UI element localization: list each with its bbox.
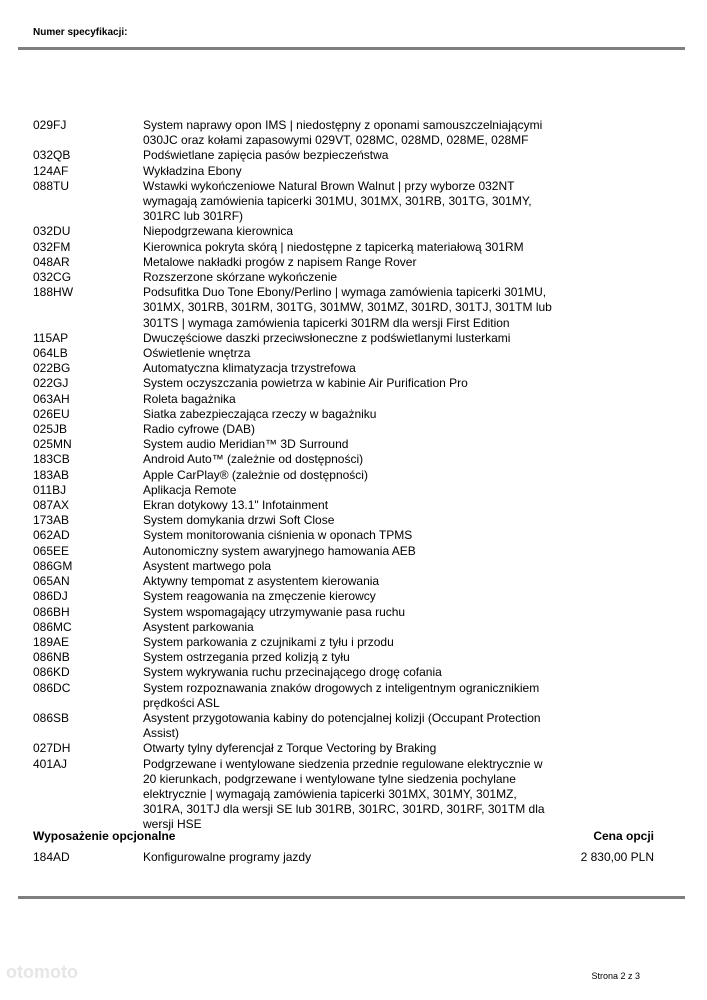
list-item [33,468,673,483]
item-description: Siatka zabezpieczająca rzeczy w bagażniku [143,406,377,421]
page-number: Strona 2 z 3 [591,971,640,981]
item-code: 086MC [33,619,72,634]
item-description: System monitorowania ciśnienia w oponach TPMS [143,528,413,543]
item-code: 048AR [33,254,70,269]
item-description: Apple CarPlay® (zależnie od dostępności) [143,467,368,482]
item-code: 401AJ [33,756,68,771]
item-code: 065EE [33,543,70,558]
item-description: Asystent przygotowania kabiny do potencjalnej kolizji (Occupant Protection Assist) [143,710,541,741]
item-code: 086GM [33,558,73,573]
list-item [33,452,673,467]
item-description: System reagowania na zmęczenie kierowcy [143,589,376,604]
item-code: 065AN [33,574,70,589]
list-item [33,589,673,604]
item-description: Otwarty tylny dyferencjał z Torque Vectoring by Braking [143,741,437,756]
item-description: System domykania drzwi Soft Close [143,513,335,528]
item-description: Rozszerzone skórzane wykończenie [143,270,338,285]
item-description: Podświetlane zapięcia pasów bezpieczeństwa [143,148,389,163]
list-item [33,224,673,239]
list-item [33,346,673,361]
item-code: 086KD [33,665,70,680]
optional-item-price: 2 830,00 PLN [580,850,654,864]
item-code: 025JB [33,422,68,437]
list-item [33,422,673,437]
list-item [33,513,673,528]
item-description: System wspomagający utrzymywanie pasa ruchu [143,604,406,619]
list-item [33,179,673,225]
item-code: 183AB [33,467,70,482]
item-code: 062AD [33,528,70,543]
item-code: 025MN [33,437,72,452]
item-code: 115AP [33,330,69,345]
list-item [33,681,673,711]
item-code: 086DJ [33,589,68,604]
item-description: System wykrywania ruchu przecinającego drogę cofania [143,665,442,680]
item-code: 173AB [33,513,70,528]
list-item [33,528,673,543]
item-description: Automatyczna klimatyzacja trzystrefowa [143,361,356,376]
list-item [33,437,673,452]
item-description: Niepodgrzewana kierownica [143,224,294,239]
item-description: System oczyszczania powietrza w kabinie Air Purification Pro [143,376,468,391]
item-code: 022GJ [33,376,69,391]
item-description: Android Auto™ (zależnie od dostępności) [143,452,364,467]
list-item [33,164,673,179]
item-description: Podgrzewane i wentylowane siedzenia przednie regulowane elektrycznie w 20 kierunkach, podgrzewane i wentylowane tylne siedzenia pochylane elektrycznie | wymagają zamówienia tapicerki 301MX, 301MY, 301MZ, 301RA, 301TJ dla wersji SE lub 301RB, 301RC, 301RD, 301RF, 301TM dla wersji HSE [143,756,545,832]
item-code: 022BG [33,361,71,376]
list-item [33,757,673,833]
item-description: Asystent parkowania [143,619,254,634]
item-code: 183CB [33,452,70,467]
optional-item-code: 184AD [33,850,70,864]
item-code: 032QB [33,148,71,163]
optional-equipment-header [33,829,654,843]
watermark-logo: otomoto [6,962,78,982]
item-code: 027DH [33,741,71,756]
item-description: Wykładzina Ebony [143,163,242,178]
list-item [33,498,673,513]
optional-item-row [33,850,654,864]
item-description: Dwuczęściowe daszki przeciwsłoneczne z podświetlanymi lusterkami [143,330,511,345]
item-code: 032CG [33,270,72,285]
list-item [33,331,673,346]
list-item [33,361,673,376]
item-code: 086BH [33,604,70,619]
bottom-divider [18,896,685,899]
item-code: 087AX [33,498,70,513]
item-description: Autonomiczny system awaryjnego hamowania AEB [143,543,416,558]
item-code: 029FJ [33,118,67,132]
list-item [33,711,673,741]
item-description: Podsufitka Duo Tone Ebony/Perlino | wymaga zamówienia tapicerki 301MU, 301MX, 301RB, 301RM, 301TG, 301MW, 301MZ, 301RD, 301TJ, 301TM lub 301TS | wymaga zamówienia tapicerki 301RM dla wersji First Edition [143,285,552,330]
item-code: 088TU [33,178,70,193]
item-code: 086DC [33,680,71,695]
optional-equipment-title: Wyposażenie opcjonalne [33,829,176,843]
item-code: 124AF [33,163,69,178]
list-item [33,285,673,331]
list-item [33,665,673,680]
item-code: 086SB [33,710,70,725]
item-description: Ekran dotykowy 13.1" Infotainment [143,498,329,513]
list-item [33,605,673,620]
list-item [33,559,673,574]
item-code: 032FM [33,239,71,254]
item-description: Aktywny tempomat z asystentem kierowania [143,574,380,589]
list-item [33,574,673,589]
list-item [33,741,673,756]
item-description: System audio Meridian™ 3D Surround [143,437,349,452]
item-description: Wstawki wykończeniowe Natural Brown Walnut | przy wyborze 032NT wymagają zamówienia tapicerki 301MU, 301MX, 301RB, 301TG, 301MY, 301RC lub 301RF) [143,178,532,224]
item-description: Metalowe nakładki progów z napisem Range Rover [143,254,417,269]
list-item [33,376,673,391]
item-code: 011BJ [33,482,67,497]
item-description: Radio cyfrowe (DAB) [143,422,256,437]
item-description: Oświetlenie wnętrza [143,346,251,361]
list-item [33,392,673,407]
list-item [33,407,673,422]
item-description: System parkowania z czujnikami z tyłu i przodu [143,634,394,649]
item-code: 188HW [33,285,74,300]
list-item [33,240,673,255]
item-description: System naprawy opon IMS | niedostępny z oponami samouszczelniającymi 030JC oraz kołami zapasowymi 029VT, 028MC, 028MD, 028ME, 028MF [143,118,543,148]
item-description: Roleta bagażnika [143,391,236,406]
item-description: System ostrzegania przed kolizją z tyłu [143,650,350,665]
item-code: 064LB [33,346,68,361]
list-item [33,255,673,270]
item-description: Aplikacja Remote [143,482,237,497]
item-code: 063AH [33,391,70,406]
item-code: 189AE [33,634,70,649]
item-code: 032DU [33,224,71,239]
item-description: Kierownica pokryta skórą | niedostępne z tapicerką materiałową 301RM [143,239,524,254]
equipment-list [33,118,673,833]
item-description: Asystent martwego pola [143,558,272,573]
spec-number-label: Numer specyfikacji: [33,27,128,38]
list-item [33,118,673,148]
option-price-header: Cena opcji [593,829,654,843]
list-item [33,270,673,285]
list-item [33,650,673,665]
optional-item-description: Konfigurowalne programy jazdy [143,850,312,864]
list-item [33,148,673,163]
top-divider [18,47,685,50]
item-code: 026EU [33,406,70,421]
item-description: System rozpoznawania znaków drogowych z inteligentnym ogranicznikiem prędkości ASL [143,680,540,710]
item-code: 086NB [33,650,70,665]
list-item [33,620,673,635]
list-item [33,635,673,650]
list-item [33,483,673,498]
list-item [33,544,673,559]
